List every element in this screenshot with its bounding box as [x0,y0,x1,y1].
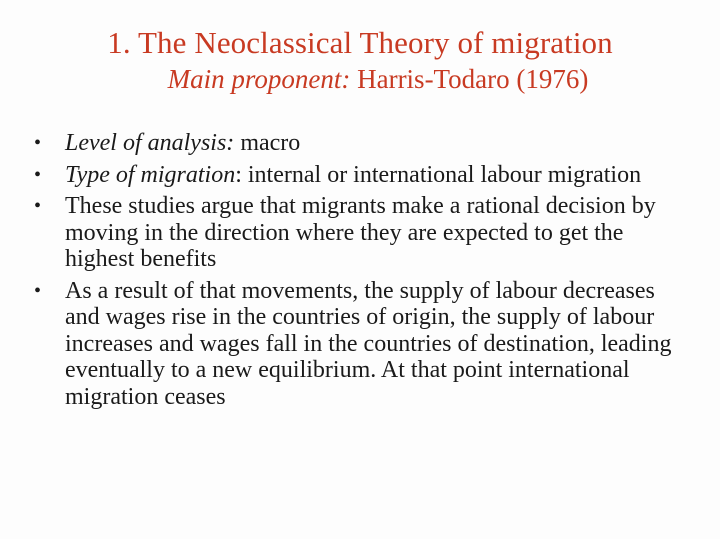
bullet-label: Level of analysis: [65,130,235,156]
bullet-dot-icon: • [34,279,42,302]
title-main-line [0,24,720,62]
subtitle-value: Harris-Todaro (1976) [357,64,589,94]
bullet-text: As a result of that movements, the supply of labour decreases and wages rise in the countries of origin, the supply of labour increases and wages fall in the countries of destination, leading eventually to a new equilibrium. At that point international migration ceases [65,277,672,410]
bullet-list [34,130,694,415]
title-number: 1. [107,25,131,60]
bullet-dot-icon: • [34,132,42,154]
bullet-dot-icon: • [34,195,42,217]
bullet-type-of-migration [34,162,694,189]
title-subtitle-line [0,62,720,96]
title-text: The Neoclassical Theory of migration [137,25,613,60]
bullet-text: : internal or international labour migration [235,161,642,188]
bullet-dot-icon: • [34,163,42,186]
bullet-text: These studies argue that migrants make a rational decision by moving in the direction where they are expected to get the highest benefits [65,193,656,272]
bullet-level-of-analysis [34,130,694,157]
bullet-text: macro [234,130,301,156]
subtitle-label: Main proponent: [167,64,351,94]
bullet-rational-decision [34,193,694,273]
slide-title [0,24,720,96]
bullet-equilibrium [34,278,694,411]
bullet-label: Type of migration [65,161,236,188]
